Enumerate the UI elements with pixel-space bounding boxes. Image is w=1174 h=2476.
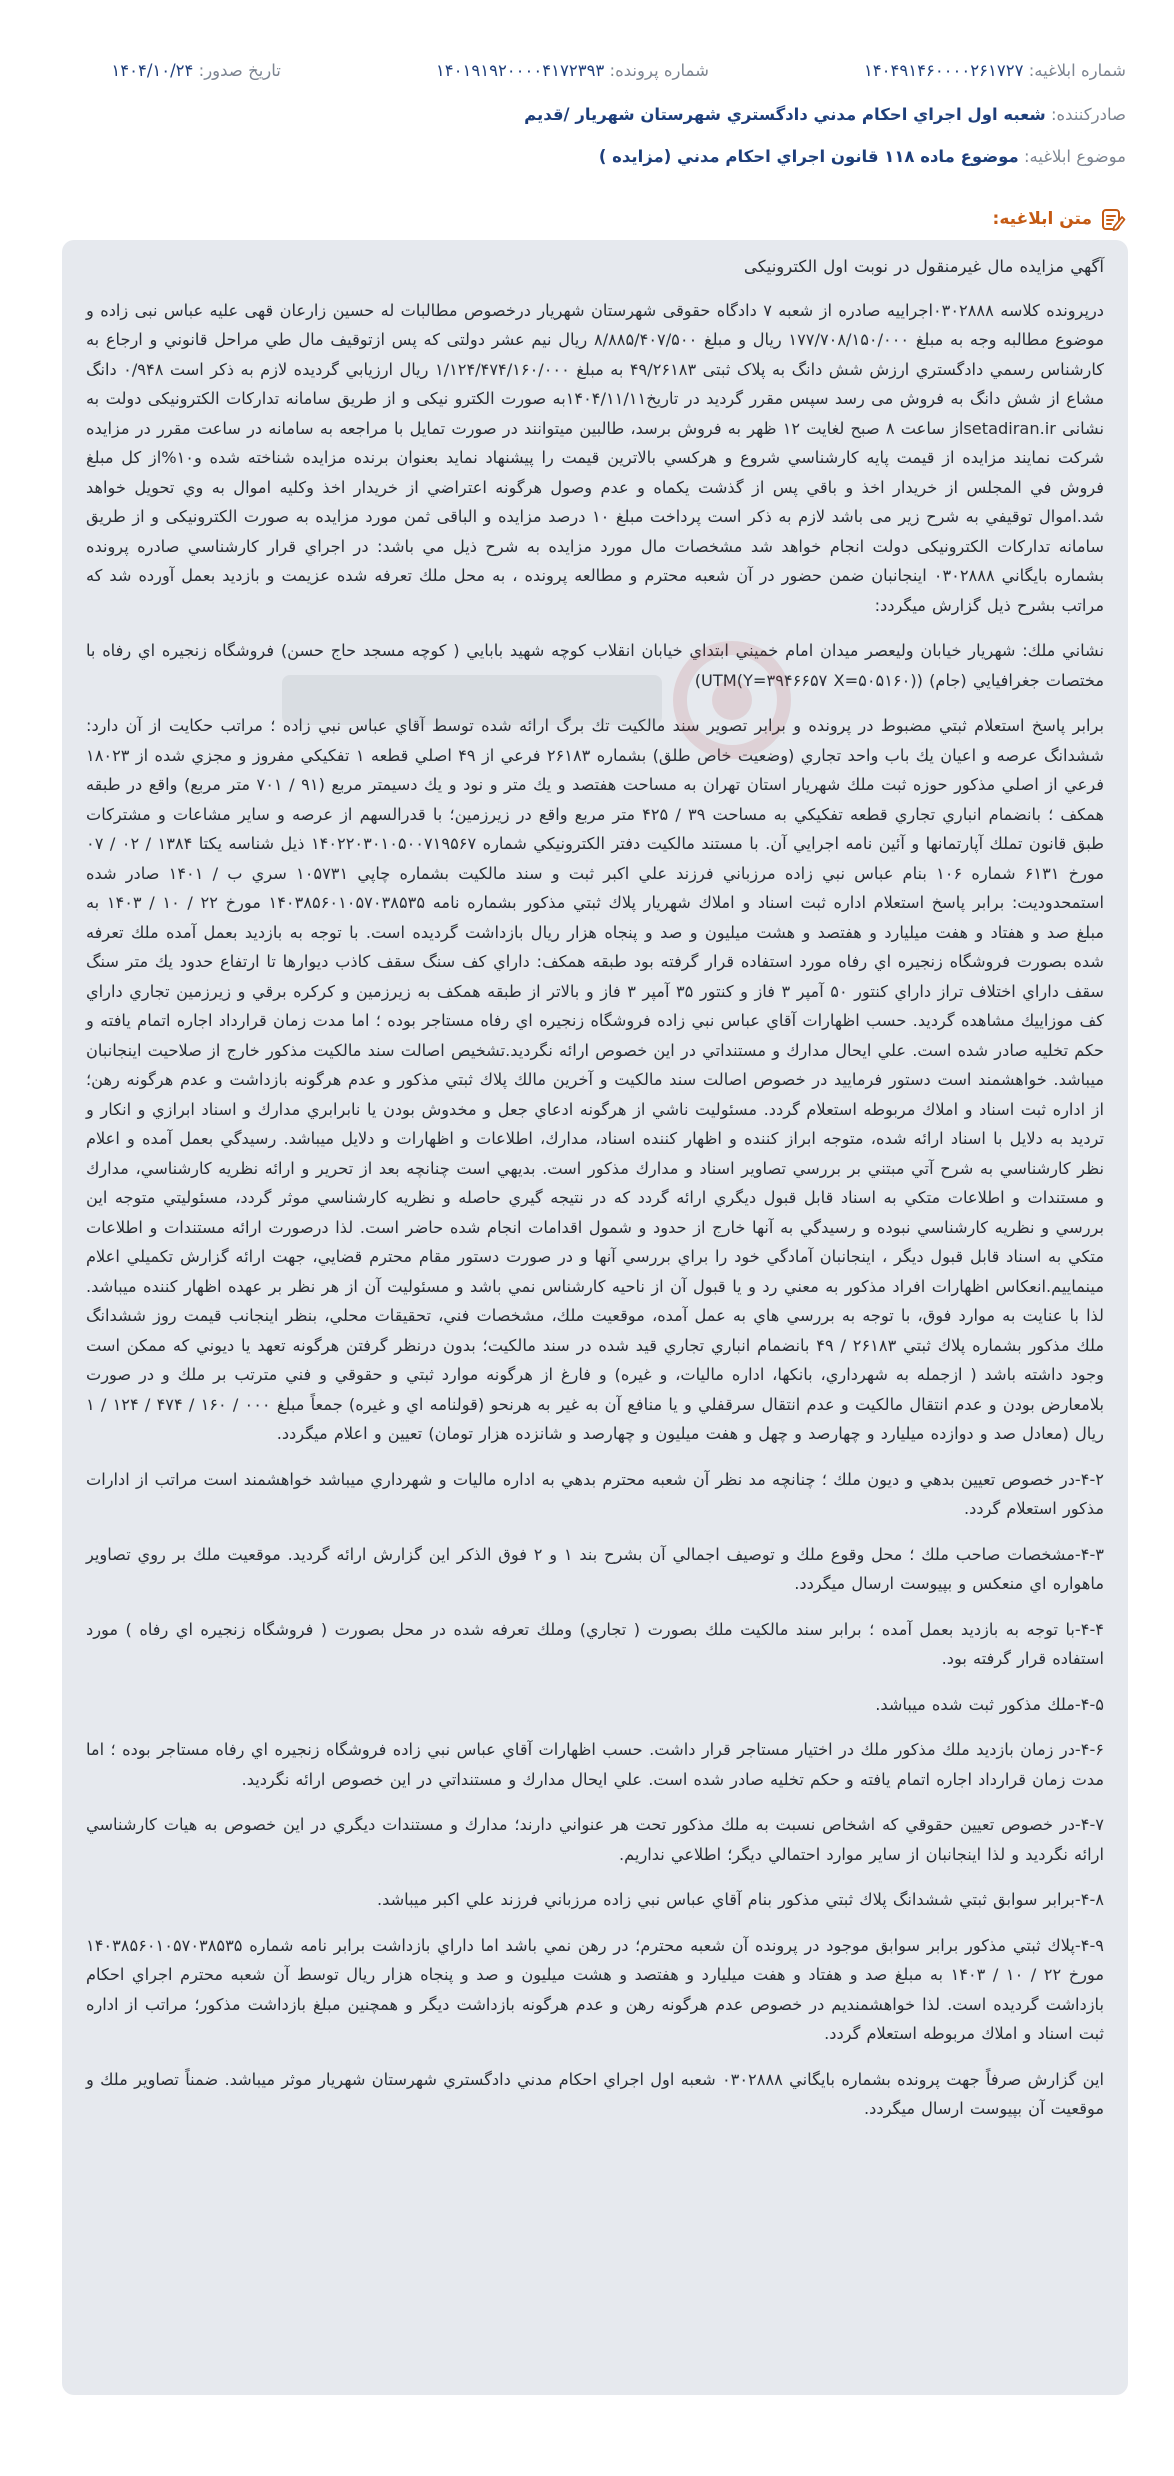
notice-paragraph: ۴-۸-برابر سوابق ثبتي ششدانگ پلاك ثبتي مذكور بنام آقاي عباس نبي زاده مرزباني فرزند علي اكبر ميباشد. <box>376 1890 1104 1909</box>
case-number-label: شماره پرونده: <box>609 60 709 80</box>
issue-date: ۱۴۰۴/۱۰/۲۴ <box>111 60 194 80</box>
issuer: شعبه اول اجراي احکام مدني دادگستري شهرستان شهريار /قديم <box>524 104 1046 124</box>
notice-number-label: شماره ابلاغیه: <box>1028 60 1126 80</box>
meta-row-subject <box>60 138 1126 174</box>
notice-paragraph: ۴-۲-در خصوص تعيين بدهي و ديون ملك ؛ چنانچه مد نظر آن شعبه محترم بدهي به اداره ماليات و شهرداري ميباشد خواهشمند است مراتب از ادارات مذكور استعلام گردد. <box>86 1469 1104 1518</box>
note-edit-icon <box>1100 206 1126 232</box>
notice-paragraph: اين گزارش صرفاً جهت پرونده بشماره بايگاني ۰۳۰۲۸۸۸ شعبه اول اجراي احكام مدني دادگستري شهرستان شهريار موثر ميباشد. ضمناً تصاوير ملك و موقعيت آن بپيوست ارسال ميگردد. <box>86 2069 1104 2118</box>
notice-paragraph: ۴-۶-در زمان بازديد ملك مذكور ملك در اختيار مستاجر قرار داشت. حسب اظهارات آقاي عباس نبي زاده فروشگاه زنجيره اي رفاه مستاجر بوده ؛ اما مدت زمان قرارداد اجاره اتمام يافته و حكم تخليه صادر شده است. علي ايحال مدارك و مستنداتي در اين خصوص ارائه نگرديد. <box>86 1740 1104 1789</box>
notice-paragraph: برابر پاسخ استعلام ثبتي مضبوط در پرونده و برابر تصوير سند مالكيت تك برگ ارائه شده توسط آقاي عباس نبي زاده ؛ مراتب حكايت از آن دارد: ششدانگ عرصه و اعيان يك باب واحد تجاري (وضعيت خاص طلق) بشماره ۲۶۱۸۳ فرعي از ۴۹ اصلي قطعه ۱ تفكيكي مفروز و مجزي شده از ۱۸۰۲۳ فرعي از اصلي مذكور حوزه ثبت ملك شهريار استان تهران به مساحت هفتصد و يك متر و نود و يك دسيمتر مربع (۹۱ / ۷۰۱ متر مربع) واقع در طبقه همكف ؛ بانضمام انباري تجاري قطعه تفكيكي به مساحت ۳۹ / ۴۲۵ متر مربع واقع در زيرزمين؛ با قدرالسهم از عرصه و ساير مشاعات و مشتركات طبق قانون تملك آپارتمانها و آئين نامه اجرايي آن. با مستند مالكيت دفتر الكترونيكي شماره ۱۴۰۲۲۰۳۰۱۰۵۰۰۷۱۹۵۶۷ ذيل شناسه يكتا ۱۳۸۴ / ۰۲ / ۰۷ مورخ ۶۱۳۱ شماره ۱۰۶ بنام عباس نبي زاده مرزباني فرزند علي اكبر ثبت و سند مالكيت بشماره چاپي ۱۰۵۷۳۱ سري ب / ۱۴۰۱ صادر شده استمحدوديت: برابر پاسخ استعلام اداره ثبت اسناد و املاك شهريار پلاك ثبتي مذكور بشماره نامه ۱۴۰۳۸۵۶۰۱۰۵۷۰۳۸۵۳۵ مورخ ۲۲ / ۱۰ / ۱۴۰۳ به مبلغ صد و هفتاد و هفت ميليارد و هفتصد و هشت ميليون و صد و پنجاه هزار ريال بازداشت گرديده است. با توجه به بازديد بعمل آمده ملك تعرفه شده بصورت فروشگاه زنجيره اي رفاه مورد استفاده قرار گرفته بود طبقه همكف: داراي كف سنگ سقف كاذب ديوارها تا ارتفاع حدود يك متر سنگ سقف داراي اختلاف تراز داراي كنتور ۵۰ آمپر ۳ فاز و كنتور ۳۵ آمپر ۳ فاز و بالاتر از طبقه همكف به زيرزمين و كركره برقي و زيرزمين تجاري داراي كف موزاييك مشاهده گرديد. حسب اظهارات آقاي عباس نبي زاده فروشگاه زنجيره اي رفاه مستاجر بوده ؛ اما مدت زمان قرارداد اجاره اتمام يافته و حكم تخليه صادر شده است. علي ايحال مدارك و مستنداتي در اين خصوص ارائه نگرديد.تشخيص اصالت سند مالكيت مذكور خارج از صلاحيت اينجانبان ميباشد. خواهشمند است دستور فرماييد در خصوص اصالت سند مالكيت و آخرين مالك پلاك ثبتي مذكور و عدم هرگونه بازداشت و عدم هرگونه رهن؛ از اداره ثبت اسناد و املاك مربوطه استعلام گردد. مسئوليت ناشي از هرگونه ادعاي جعل و مخدوش بودن يا نابرابري مدارك و اسناد ابرازي و انكار و ترديد به دلايل با اسناد ارائه شده، متوجه ابراز كننده و اظهار كننده اسناد، مدارك، اطلاعات و اظهارات و دلايل ميباشد. رسيدگي بعمل آمده و اعلام نظر كارشناسي به شرح آتي مبتني بر بررسي تصاوير اسناد و مدارك مذكور است. بديهي است چنانچه بعد از تحرير و ارائه نظريه كارشناسي، مدارك و مستندات و اطلاعات متكي به اسناد قابل قبول ديگري ارائه گردد كه در نتيجه گيري حاصله و نظريه كارشناسي موثر گردد، مسئوليتي متوجه اين بررسي و نظريه كارشناسي نبوده و رسيدگي به آنها خارج از حدود و شمول اقدامات انجام شده حاضر است. لذا درصورت ارائه مستندات و اطلاعات متكي به اسناد قابل قبول ديگر ، اينجانبان آمادگي خود را براي بررسي آنها و در صورت دستور مقام محترم قضايي، جهت ارائه گزارش تكميلي اعلام مينماييم.انعكاس اظهارات افراد مذكور به معني رد و يا قبول آن از ناحيه كارشناس نمي باشد و مسئوليت آن از هر نظر بر عهده اظهار كننده ميباشد. لذا با عنايت به موارد فوق، با توجه به بررسي هاي به عمل آمده، موقعيت ملك، مشخصات فني، تحقيقات محلي، بنظر اينجانب قيمت روز ششدانگ ملك مذكور بشماره پلاك ثبتي ۲۶۱۸۳ / ۴۹ بانضمام انباري تجاري قيد شده در سند مالكيت؛ بدون درنظر گرفتن هرگونه تعهد يا ديوني كه ممكن است وجود داشته باشد ( ازجمله به شهرداري، بانكها، اداره ماليات، و غيره) و فارغ از هرگونه موارد ثبتي و حقوقي و فني مترتب بر ملك و در صورت بلامعارض بودن و عدم انتقال مالكيت و عدم انتقال سرقفلي و يا منافع آن به غير به هرنحو (قولنامه اي و غيره) جمعاً مبلغ ۰۰۰ / ۱۶۰ / ۴۷۴ / ۱۲۴ / ۱ ريال (معادل صد و دوازده ميليارد و چهارصد و چهل و هفت ميليون و چهارصد و شانزده هزار تومان) تعيين و اعلام ميگردد. <box>86 716 1105 1443</box>
issue-date-group <box>111 61 281 80</box>
case-number: ۱۴۰۱۹۱۹۲۰۰۰۰۴۱۷۲۳۹۳ <box>435 60 605 80</box>
meta-row-numbers <box>60 52 1126 88</box>
notice-paragraph: ۴-۴-با توجه به بازديد بعمل آمده ؛ برابر سند مالكيت ملك بصورت ( تجاري) وملك تعرفه شده در محل بصورت ( فروشگاه زنجيره اي رفاه ) مورد استفاده قرار گرفته بود. <box>86 1619 1104 1668</box>
section-title: متن ابلاغیه: <box>992 209 1092 229</box>
notice-number-group <box>864 61 1126 80</box>
subject: موضوع ماده ١١٨ قانون اجراي احکام مدني (مزايده ) <box>598 146 1019 166</box>
notice-paragraph: ۴-۷-در خصوص تعيين حقوقي كه اشخاص نسبت به ملك مذكور تحت هر عنواني دارند؛ مدارك و مستندات ديگري در اين خصوص به هيات كارشناسي ارائه نگرديد و لذا اينجانبان از ساير موارد احتمالي ديگر؛ اطلاعي نداريم. <box>86 1815 1104 1864</box>
notice-paragraph: ۴-۵-ملك مذكور ثبت شده ميباشد. <box>875 1694 1104 1714</box>
subject-label: موضوع ابلاغیه: <box>1023 146 1126 166</box>
meta-row-issuer <box>60 96 1126 132</box>
notice-paragraph: ۴-۹-پلاك ثبتي مذكور برابر سوابق موجود در پرونده آن شعبه محترم؛ در رهن نمي باشد اما داراي بازداشت برابر نامه شماره ۱۴۰۳۸۵۶۰۱۰۵۷۰۳۸۵۳۵ مورخ ۲۲ / ۱۰ / ۱۴۰۳ به مبلغ صد و هفتاد و هفت ميليارد و هفتصد و هشت ميليون و صد و پنجاه هزار ريال توسط آن شعبه محترم اجراي احكام بازداشت گرديده است. لذا خواهشمنديم در خصوص عدم هرگونه رهن و عدم هرگونه بازداشت ديگر و همچنين مبلغ بازداشت مذكور؛ مراتب از اداره ثبت اسناد و املاك مربوطه استعلام گردد. <box>86 1935 1104 2043</box>
issuer-label: صادرکننده: <box>1050 104 1126 124</box>
notice-title: آگهي مزايده مال غيرمنقول در نوبت اول الکترونيکی <box>743 257 1104 276</box>
notice-paragraph: درپرونده کلاسه ۰۳۰۲۸۸۸اجراييه صادره از شعبه ۷ دادگاه حقوقی شهرستان شهريار درخصوص مطالبات له حسين زارعان قهی علیه عباس نبی زاده و موضوع مطالبه وجه به مبلغ ۱۷۷/۷۰۸/۱۵۰/۰۰۰ ريال و مبلغ ۸/۸۸۵/۴۰۷/۵۰۰ ريال نيم عشر دولتی که پس ازتوقيف مال طي مراحل قانوني و ارجاع به کارشناس رسمي دادگستري ارزش شش دانگ به پلاک ثبتی ۴۹/۲۶۱۸۳ به مبلغ ۱/۱۲۴/۴۷۴/۱۶۰/۰۰۰ ريال ارزيابي گرديده لازم به ذکر است ۰/۹۴۸ دانگ مشاع از شش دانگ به فروش می رسد سپس مقرر گرديد در تاريخ۱۴۰۴/۱۱/۱۱به صورت الکترو نيکی و از طريق سامانه تدارکات الکترونيکی دولت به نشانی setadiran.irاز ساعت ۸ صبح لغایت ۱۲ ظهر به فروش برسد، طالبين ميتوانند در صورت تمایل با مراجعه به سامانه در ساعت مقرر در مزايده شرکت نمايند مزايده از قيمت پايه کارشناسي شروع و هرکسي بالاترين قيمت را پيشنهاد نمايد بعنوان برنده مزايده شناخته شده و۱۰%از کل مبلغ فروش في المجلس از خريدار اخذ و باقي پس از گذشت يکماه و عدم وصول هرگونه اعتراضي از خريدار اخذ وکليه اموال به وي تحويل خواهد شد.اموال توقيفي به شرح زیر می باشد لازم به ذکر است پرداخت مبلغ ۱۰ درصد مزايده و الباقی ثمن مورد مزايده به صورت الکترونيکی و از طريق سامانه تدارکات الکترونيکی دولت انجام خواهد شد مشخصات مال مورد مزايده به شرح ذيل مي باشد: در اجراي قرار کارشناسي صادره پرونده بشماره بايگاني ۰۳۰۲۸۸۸ اينجانبان ضمن حضور در آن شعبه محترم و مطالعه پرونده ، به محل ملك تعرفه شده عزيمت و بازديد بعمل آورده شد كه مراتب بشرح ذيل گزارش ميگردد: <box>86 300 1105 615</box>
notice-paragraph: نشاني ملك: شهريار خيابان وليعصر ميدان امام خميني ابتداي خيابان انقلاب كوچه شهيد بابايي ( كوچه مسجد حاج حسن) فروشگاه زنجيره اي رفاه با مختصات جغرافيايي (جام) ((Y=۳۹۴۶۶۵۷ X=۵۰۵۱۶۰)UTM) <box>86 641 1104 690</box>
notice-body <box>62 240 1128 2395</box>
issue-date-label: تاریخ صدور: <box>198 60 281 80</box>
notice-paragraph: ۴-۳-مشخصات صاحب ملك ؛ محل وقوع ملك و توصيف اجمالي آن بشرح بند ۱ و ۲ فوق الذكر اين گزارش ارائه گرديد. موقعيت ملك بر روي تصاوير ماهواره اي منعكس و بپيوست ارسال ميگردد. <box>86 1544 1104 1593</box>
notice-number: ۱۴۰۴۹۱۴۶۰۰۰۰۲۶۱۷۲۷ <box>863 60 1024 80</box>
case-number-group <box>436 61 709 80</box>
section-header <box>60 202 1126 236</box>
